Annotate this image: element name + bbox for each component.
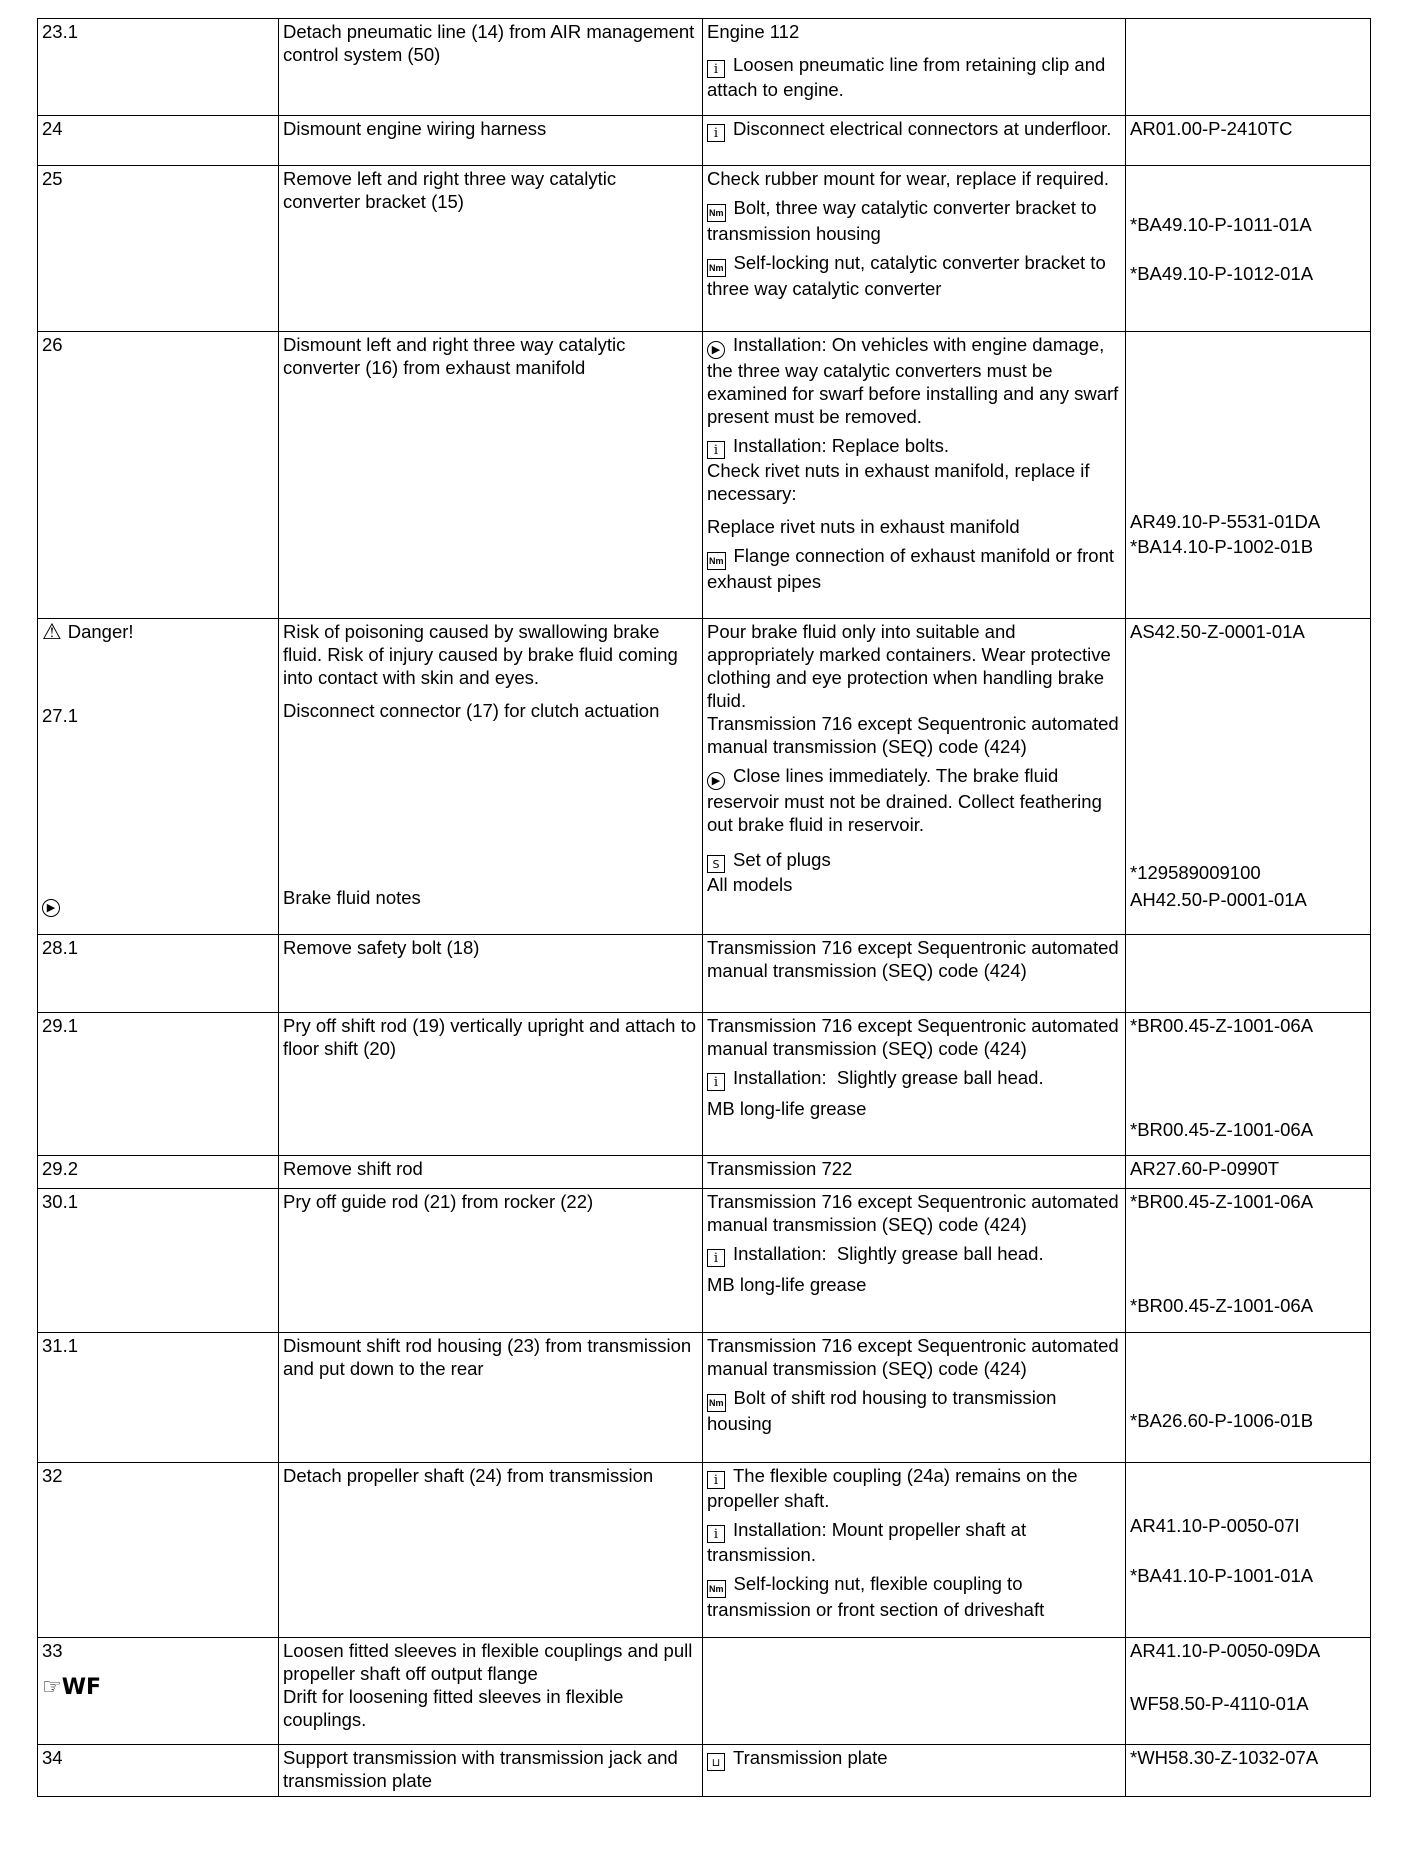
note-text: Nm Flange connection of exhaust manifold or front exhaust pipes [707, 545, 1115, 592]
action-text: Support transmission with transmission jack and transmission plate [279, 1745, 703, 1797]
workshop-tool-label: ☞WF [42, 1675, 102, 1700]
action-text [279, 619, 703, 935]
reference-cell: AR01.00-P-2410TC [1126, 116, 1371, 166]
action-text: Detach propeller shaft (24) from transmission [279, 1463, 703, 1638]
torque-icon: Nm [707, 552, 726, 570]
reference-cell [1126, 1013, 1371, 1156]
reference-cell [1126, 166, 1371, 332]
action-label: Loosen fitted sleeves in flexible couplings and pull propeller shaft off output flange [283, 1640, 693, 1684]
reference-text: *129589009100 [1130, 862, 1261, 883]
notes-cell [703, 619, 1126, 935]
pointing-hand-icon: ☞ [42, 1675, 62, 1700]
action-label: Disconnect connector (17) for clutch actuation [283, 700, 660, 721]
note-text: ▶ Installation: On vehicles with engine damage, the three way catalytic converters must be examined for swarf before installing and any swarf present must be removed. [707, 334, 1119, 427]
action-text: Pry off shift rod (19) vertically upright and attach to floor shift (20) [279, 1013, 703, 1156]
reference-cell: AR27.60-P-0990T [1126, 1156, 1371, 1189]
reference-text: AH42.50-P-0001-01A [1130, 889, 1307, 910]
step-number: 29.2 [38, 1156, 279, 1189]
torque-icon: Nm [707, 204, 726, 222]
reference-cell [1126, 619, 1371, 935]
step-number: 25 [38, 166, 279, 332]
note-text: i Installation: Mount propeller shaft at transmission. [707, 1519, 1027, 1565]
step-number [38, 1638, 279, 1745]
info-icon: i [707, 441, 725, 459]
notes-cell [703, 1463, 1126, 1638]
note-text: i Installation: Replace bolts. [707, 434, 1121, 459]
reference-cell [1126, 935, 1371, 1013]
note-icon: ▶ [42, 899, 60, 917]
step-number: 34 [38, 1745, 279, 1797]
action-text: Detach pneumatic line (14) from AIR management control system (50) [279, 19, 703, 116]
notes-cell [703, 1189, 1126, 1333]
note-text: MB long-life grease [707, 1098, 867, 1119]
notes-cell [703, 1638, 1126, 1745]
notes-cell [703, 19, 1126, 116]
reference-text: AR49.10-P-5531-01DA [1130, 511, 1321, 532]
warning-triangle-icon: ⚠ [42, 620, 62, 645]
reference-text: *BA41.10-P-1001-01A [1130, 1565, 1314, 1586]
step-label: 27.1 [42, 705, 79, 726]
step-number: 24 [38, 116, 279, 166]
note-text: i Installation: Slightly grease ball head. [707, 1066, 1121, 1091]
reference-text: *BA26.60-P-1006-01B [1130, 1410, 1314, 1431]
action-text: Pry off guide rod (21) from rocker (22) [279, 1189, 703, 1333]
step-number: 28.1 [38, 935, 279, 1013]
step-number [38, 619, 279, 935]
note-icon: ▶ [707, 341, 725, 359]
table-row [38, 1333, 1371, 1463]
table-row [38, 1013, 1371, 1156]
info-icon: i [707, 60, 725, 78]
note-text: Check rivet nuts in exhaust manifold, replace if necessary: [707, 460, 1090, 504]
table-row [38, 19, 1371, 116]
reference-text: WF58.50-P-4110-01A [1130, 1693, 1309, 1714]
procedure-table [37, 18, 1371, 1797]
note-text: Nm Self-locking nut, catalytic converter bracket to three way catalytic converter [707, 252, 1106, 299]
torque-icon: Nm [707, 1580, 726, 1598]
note-text: Nm Bolt, three way catalytic converter bracket to transmission housing [707, 197, 1097, 244]
note-icon: ▶ [707, 772, 725, 790]
reference-cell: *WH58.30-Z-1032-07A [1126, 1745, 1371, 1797]
note-text: Transmission 716 except Sequentronic automated manual transmission (SEQ) code (424) [707, 1015, 1119, 1059]
reference-text: *BR00.45-Z-1001-06A [1130, 1119, 1314, 1140]
table-row [38, 1638, 1371, 1745]
note-text: Transmission 716 except Sequentronic automated manual transmission (SEQ) code (424) [707, 1191, 1119, 1235]
action-text [279, 1638, 703, 1745]
action-text: Remove left and right three way catalytic converter bracket (15) [279, 166, 703, 332]
notes-cell: Transmission 722 [703, 1156, 1126, 1189]
info-icon: i [707, 1073, 725, 1091]
reference-text: *BA14.10-P-1002-01B [1130, 536, 1314, 557]
table-row [38, 116, 1371, 166]
torque-icon: Nm [707, 1394, 726, 1412]
note-text: All models [707, 874, 793, 895]
note-text: S Set of plugs [707, 848, 1121, 873]
table-row [38, 1745, 1371, 1797]
reference-text: *BA49.10-P-1011-01A [1130, 214, 1312, 235]
info-icon: i [707, 1471, 725, 1489]
notes-cell: i Disconnect electrical connectors at underfloor. [703, 116, 1126, 166]
reference-text: *BR00.45-Z-1001-06A [1130, 1295, 1314, 1316]
info-icon: i [707, 124, 725, 142]
info-icon: i [707, 1525, 725, 1543]
action-text: Remove shift rod [279, 1156, 703, 1189]
danger-label: ⚠ Danger! [42, 620, 134, 645]
reference-cell [1126, 1638, 1371, 1745]
transmission-plate-icon: ⊔ [707, 1753, 725, 1771]
notes-cell: Transmission 716 except Sequentronic automated manual transmission (SEQ) code (424) [703, 935, 1126, 1013]
step-number: 31.1 [38, 1333, 279, 1463]
table-row [38, 935, 1371, 1013]
reference-cell [1126, 19, 1371, 116]
action-label: Drift for loosening fitted sleeves in flexible couplings. [283, 1686, 624, 1730]
table-row [38, 166, 1371, 332]
notes-cell [703, 1333, 1126, 1463]
table-row [38, 1156, 1371, 1189]
danger-note: Pour brake fluid only into suitable and appropriately marked containers. Wear protective clothing and eye protection when handling brake fluid. [707, 621, 1111, 711]
note-text: Transmission 716 except Sequentronic automated manual transmission (SEQ) code (424) [707, 713, 1119, 757]
note-text: Replace rivet nuts in exhaust manifold [707, 516, 1020, 537]
notes-cell [703, 1013, 1126, 1156]
note-text: MB long-life grease [707, 1274, 867, 1295]
note-text: Nm Bolt of shift rod housing to transmission housing [707, 1387, 1057, 1434]
note-text: ▶ Close lines immediately. The brake fluid reservoir must not be drained. Collect feathering out brake fluid in reservoir. [707, 765, 1102, 835]
note-text: i Installation: Slightly grease ball head. [707, 1242, 1121, 1267]
action-text: Dismount shift rod housing (23) from transmission and put down to the rear [279, 1333, 703, 1463]
torque-icon: Nm [707, 259, 726, 277]
reference-text: AR41.10-P-0050-09DA [1130, 1640, 1321, 1661]
step-number: 26 [38, 332, 279, 619]
step-number: 30.1 [38, 1189, 279, 1333]
notes-cell [703, 166, 1126, 332]
reference-text: *BR00.45-Z-1001-06A [1130, 1015, 1314, 1036]
danger-text: Risk of poisoning caused by swallowing brake fluid. Risk of injury caused by brake fluid coming into contact with skin and eyes. [283, 621, 678, 688]
action-text: Remove safety bolt (18) [279, 935, 703, 1013]
reference-cell [1126, 1333, 1371, 1463]
step-number: 23.1 [38, 19, 279, 116]
note-text: Transmission 716 except Sequentronic automated manual transmission (SEQ) code (424) [707, 1335, 1119, 1379]
table-row [38, 619, 1371, 935]
note-text: i The flexible coupling (24a) remains on the propeller shaft. [707, 1465, 1078, 1511]
reference-text: AR41.10-P-0050-07I [1130, 1515, 1300, 1536]
action-label: Brake fluid notes [283, 887, 421, 908]
reference-cell [1126, 1189, 1371, 1333]
note-text: i Loosen pneumatic line from retaining clip and attach to engine. [707, 54, 1106, 100]
table-row [38, 1189, 1371, 1333]
note-text: Nm Self-locking nut, flexible coupling to transmission or front section of driveshaft [707, 1573, 1045, 1620]
reference-cell [1126, 1463, 1371, 1638]
notes-cell: ⊔ Transmission plate [703, 1745, 1126, 1797]
table-row [38, 1463, 1371, 1638]
notes-cell [703, 332, 1126, 619]
step-number: 29.1 [38, 1013, 279, 1156]
tool-icon: S [707, 855, 725, 873]
action-text: Dismount left and right three way catalytic converter (16) from exhaust manifold [279, 332, 703, 619]
note-text: Check rubber mount for wear, replace if required. [707, 168, 1110, 189]
table-row [38, 332, 1371, 619]
step-number: 32 [38, 1463, 279, 1638]
note-text: Engine 112 [707, 21, 800, 42]
info-icon: i [707, 1249, 725, 1267]
reference-cell [1126, 332, 1371, 619]
reference-text: *BA49.10-P-1012-01A [1130, 263, 1314, 284]
reference-text: *BR00.45-Z-1001-06A [1130, 1191, 1314, 1212]
reference-text: AS42.50-Z-0001-01A [1130, 621, 1305, 642]
action-text: Dismount engine wiring harness [279, 116, 703, 166]
step-label: 33 [42, 1640, 63, 1661]
